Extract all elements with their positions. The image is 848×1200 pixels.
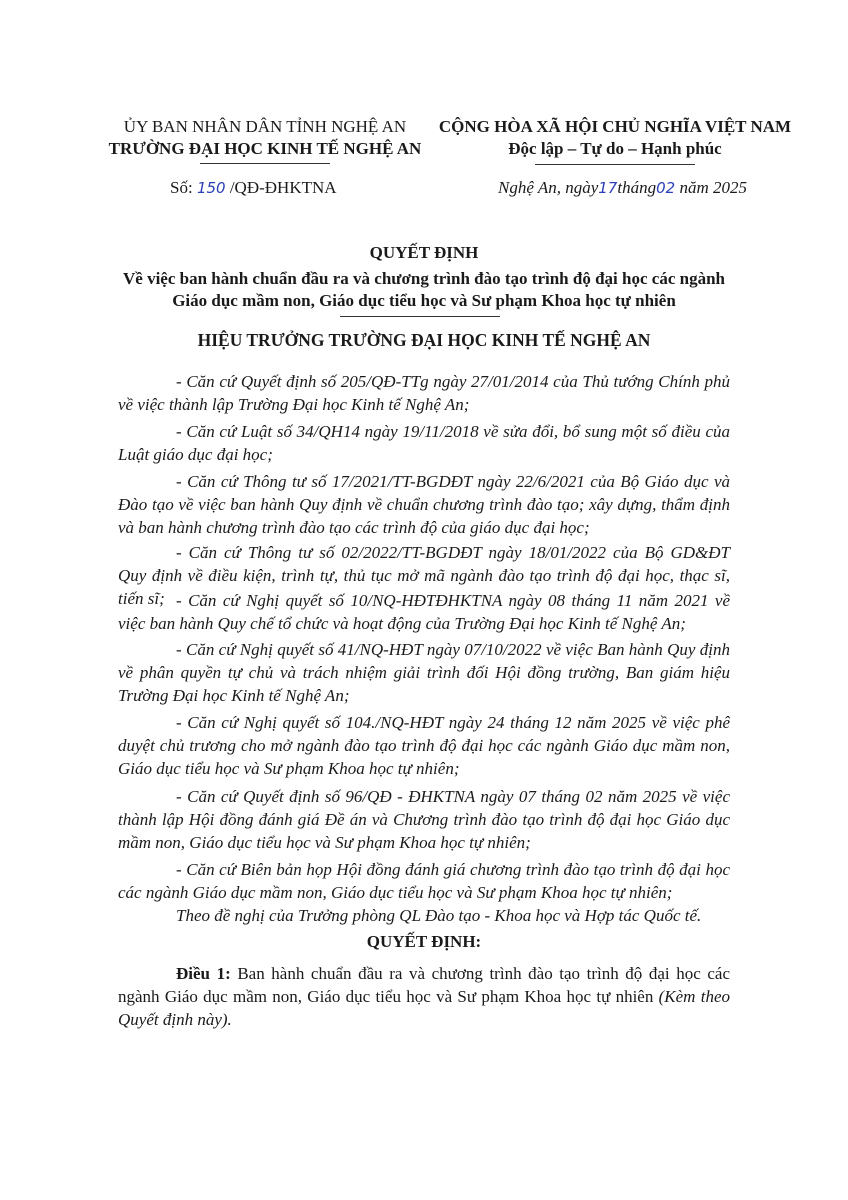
proposal-line: Theo đề nghị của Trưởng phòng QL Đào tạo - Khoa học và Hợp tác Quốc tế.	[176, 906, 702, 925]
national-title: CỘNG HÒA XÃ HỘI CHỦ NGHĨA VIỆT NAM	[438, 117, 792, 136]
ground-3: - Căn cứ Thông tư số 17/2021/TT-BGDĐT ngày 22/6/2021 của Bộ Giáo dục và Đào tạo về việc ban hành Quy định về chuẩn chương trình đào tạo; xây dựng, thẩm định và ban hành chương trình đào tạo các trình độ của giáo dục đại học;	[118, 472, 730, 537]
ground-6: - Căn cứ Nghị quyết số 41/NQ-HĐT ngày 07/10/2022 về việc Ban hành Quy định về phân quyền tự chủ và trách nhiệm giải trình đối Hội đồng trường, Ban giám hiệu Trường Đại học Kinh tế Nghệ An;	[118, 640, 730, 705]
motto-underline	[535, 164, 695, 165]
ground-9: - Căn cứ Biên bản họp Hội đồng đánh giá chương trình đào tạo trình độ đại học các ngành Giáo dục mầm non, Giáo dục tiểu học và Sư phạm Khoa học tự nhiên;	[118, 860, 730, 902]
date-month-handwritten: 02	[656, 179, 676, 197]
number-suffix: /QĐ-ĐHKTNA	[229, 178, 337, 197]
ground-2: - Căn cứ Luật số 34/QH14 ngày 19/11/2018 về sửa đổi, bổ sung một số điều của Luật giáo dục đại học;	[118, 422, 730, 464]
article-1-label: Điều 1:	[176, 964, 231, 983]
number-prefix: Số:	[170, 178, 193, 197]
article-1-text: Ban hành chuẩn đầu ra và chương trình đào tạo trình độ đại học các ngành Giáo dục mầm non, Giáo dục tiểu học và Sư phạm Khoa học tự nhiên	[118, 964, 730, 1006]
subject-underline	[340, 316, 500, 317]
date-year: năm 2025	[679, 178, 747, 197]
document-subject: Về việc ban hành chuẩn đầu ra và chương trình đào tạo trình độ đại học các ngành Giáo dục mầm non, Giáo dục tiểu học và Sư phạm Khoa học tự nhiên	[123, 269, 725, 310]
issuer-school: TRƯỜNG ĐẠI HỌC KINH TẾ NGHỆ AN	[108, 139, 422, 158]
article-1-note: (Kèm theo Quyết định này).	[118, 987, 731, 1029]
date-prefix: Nghệ An, ngày	[498, 178, 599, 197]
national-motto: Độc lập – Tự do – Hạnh phúc	[508, 139, 722, 158]
article-1	[118, 962, 730, 1031]
ground-8: - Căn cứ Quyết định số 96/QĐ - ĐHKTNA ngày 07 tháng 02 năm 2025 về việc thành lập Hội đồng đánh giá Đề án và Chương trình đào tạo trình độ đại học Giáo dục mầm non, Giáo dục tiểu học và Sư phạm Khoa học tự nhiên;	[118, 787, 730, 852]
authority-title: HIỆU TRƯỞNG TRƯỜNG ĐẠI HỌC KINH TẾ NGHỆ AN	[197, 330, 651, 350]
issuer-underline	[200, 163, 330, 164]
issuer-parent-agency: ỦY BAN NHÂN DÂN TỈNH NGHỆ AN	[123, 117, 407, 136]
national-header	[430, 116, 800, 165]
ground-1: - Căn cứ Quyết định số 205/QĐ-TTg ngày 27/01/2014 của Thủ tướng Chính phủ về việc thành lập Trường Đại học Kinh tế Nghệ An;	[118, 372, 730, 414]
document-number	[170, 178, 337, 198]
date-month-label: tháng	[617, 178, 657, 197]
decision-heading: QUYẾT ĐỊNH:	[366, 932, 482, 951]
ground-7: - Căn cứ Nghị quyết số 104./NQ-HĐT ngày 24 tháng 12 năm 2025 về việc phê duyệt chủ trương cho mở ngành đào tạo trình độ đại học các ngành Giáo dục mầm non, Giáo dục tiểu học và Sư phạm Khoa học tự nhiên;	[118, 713, 730, 778]
document-title: QUYẾT ĐỊNH	[369, 243, 479, 262]
document-date	[498, 178, 747, 198]
date-day-handwritten: 17	[598, 179, 618, 197]
issuer-header	[100, 116, 430, 164]
ground-5: - Căn cứ Nghị quyết số 10/NQ-HĐTĐHKTNA ngày 08 tháng 11 năm 2021 về việc ban hành Quy chế tổ chức và hoạt động của Trường Đại học Kinh tế Nghệ An;	[118, 591, 730, 633]
number-handwritten: 150	[196, 179, 226, 197]
ground-4: - Căn cứ Thông tư số 02/2022/TT-BGDĐT ngày 18/01/2022 của Bộ GD&ĐT Quy định về điều kiện, trình tự, thủ tục mở mã ngành đào tạo trình độ đại học, thạc sĩ, tiến sĩ;	[118, 543, 730, 608]
